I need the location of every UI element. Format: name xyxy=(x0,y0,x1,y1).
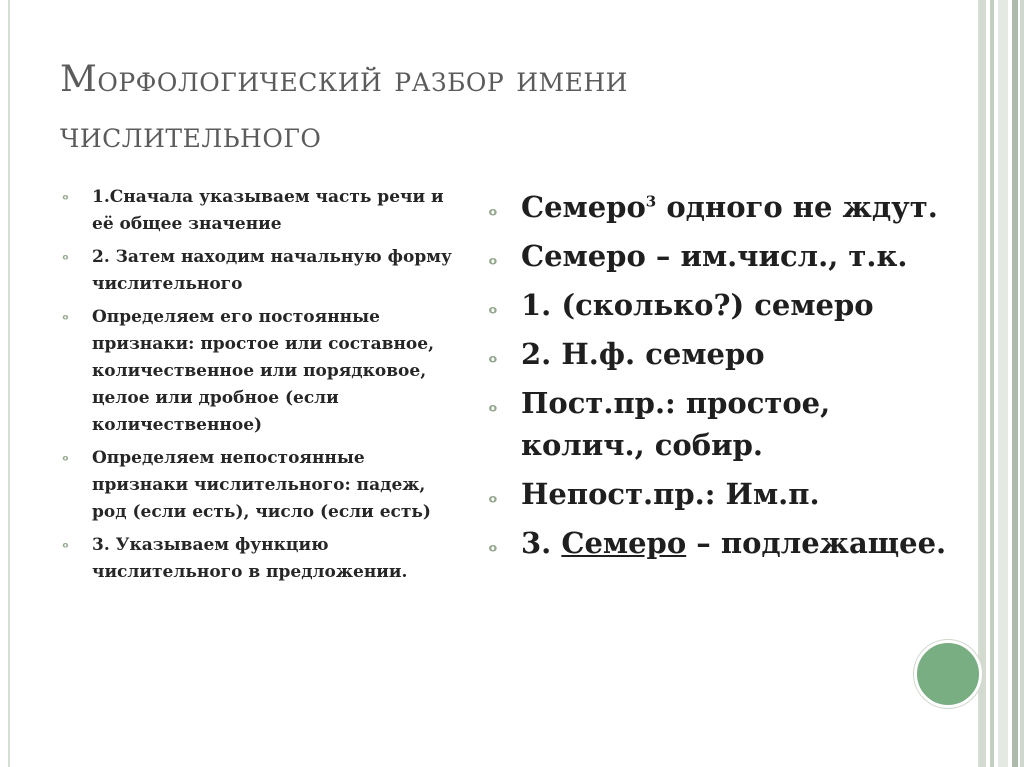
example-prefix: 3. xyxy=(521,526,562,560)
bullet-icon: ᵒ xyxy=(488,539,498,563)
list-item xyxy=(488,522,958,564)
bullet-icon: ᵒ xyxy=(62,540,69,556)
list-item xyxy=(488,235,958,277)
list-item xyxy=(488,284,958,326)
example-text: 2. Н.ф. семеро xyxy=(521,337,765,371)
example-list xyxy=(488,186,958,571)
example-text: одного не ждут. xyxy=(656,190,938,224)
superscript-number: 3 xyxy=(645,192,657,211)
title-line-2: числительного xyxy=(60,115,322,156)
decorative-circle xyxy=(914,640,982,708)
example-text: – подлежащее. xyxy=(686,526,947,560)
list-item xyxy=(62,184,462,238)
list-item xyxy=(62,304,462,439)
bullet-icon: ᵒ xyxy=(488,203,498,227)
bullet-icon: ᵒ xyxy=(488,301,498,325)
list-item xyxy=(62,244,462,298)
underlined-subject: Семеро xyxy=(561,526,687,560)
example-text: Непост.пр.: Им.п. xyxy=(521,477,820,511)
example-text: Пост.пр.: простое, колич., собир. xyxy=(521,386,831,462)
step-text: 1.Сначала указываем часть речи и её общее значение xyxy=(92,187,444,234)
list-item xyxy=(488,473,958,515)
list-item xyxy=(488,382,958,466)
step-text: 2. Затем находим начальную форму числительного xyxy=(92,247,452,294)
step-text: 3. Указываем функцию числительного в предложении. xyxy=(92,535,408,582)
title-line-1: Морфологический разбор имени xyxy=(60,59,628,100)
list-item xyxy=(488,186,958,228)
bullet-icon: ᵒ xyxy=(488,490,498,514)
example-word: Семеро xyxy=(521,190,646,224)
list-item xyxy=(488,333,958,375)
bullet-icon: ᵒ xyxy=(488,350,498,374)
steps-list xyxy=(62,184,462,592)
bullet-icon: ᵒ xyxy=(62,192,69,208)
list-item xyxy=(62,445,462,526)
bullet-icon: ᵒ xyxy=(488,252,498,276)
decorative-stripes xyxy=(980,0,1024,767)
step-text: Определяем непостоянные признаки числительного: падеж, род (если есть), число (если есть) xyxy=(92,448,431,522)
bullet-icon: ᵒ xyxy=(62,252,69,268)
slide-title xyxy=(60,52,940,164)
bullet-icon: ᵒ xyxy=(62,312,69,328)
list-item xyxy=(62,532,462,586)
example-text: 1. (сколько?) семеро xyxy=(521,288,874,322)
step-text: Определяем его постоянные признаки: простое или составное, количественное или порядковое, целое или дробное (если количественное) xyxy=(92,307,434,435)
bullet-icon: ᵒ xyxy=(488,399,498,423)
bullet-icon: ᵒ xyxy=(62,453,69,469)
example-text: Семеро – им.числ., т.к. xyxy=(521,239,908,273)
